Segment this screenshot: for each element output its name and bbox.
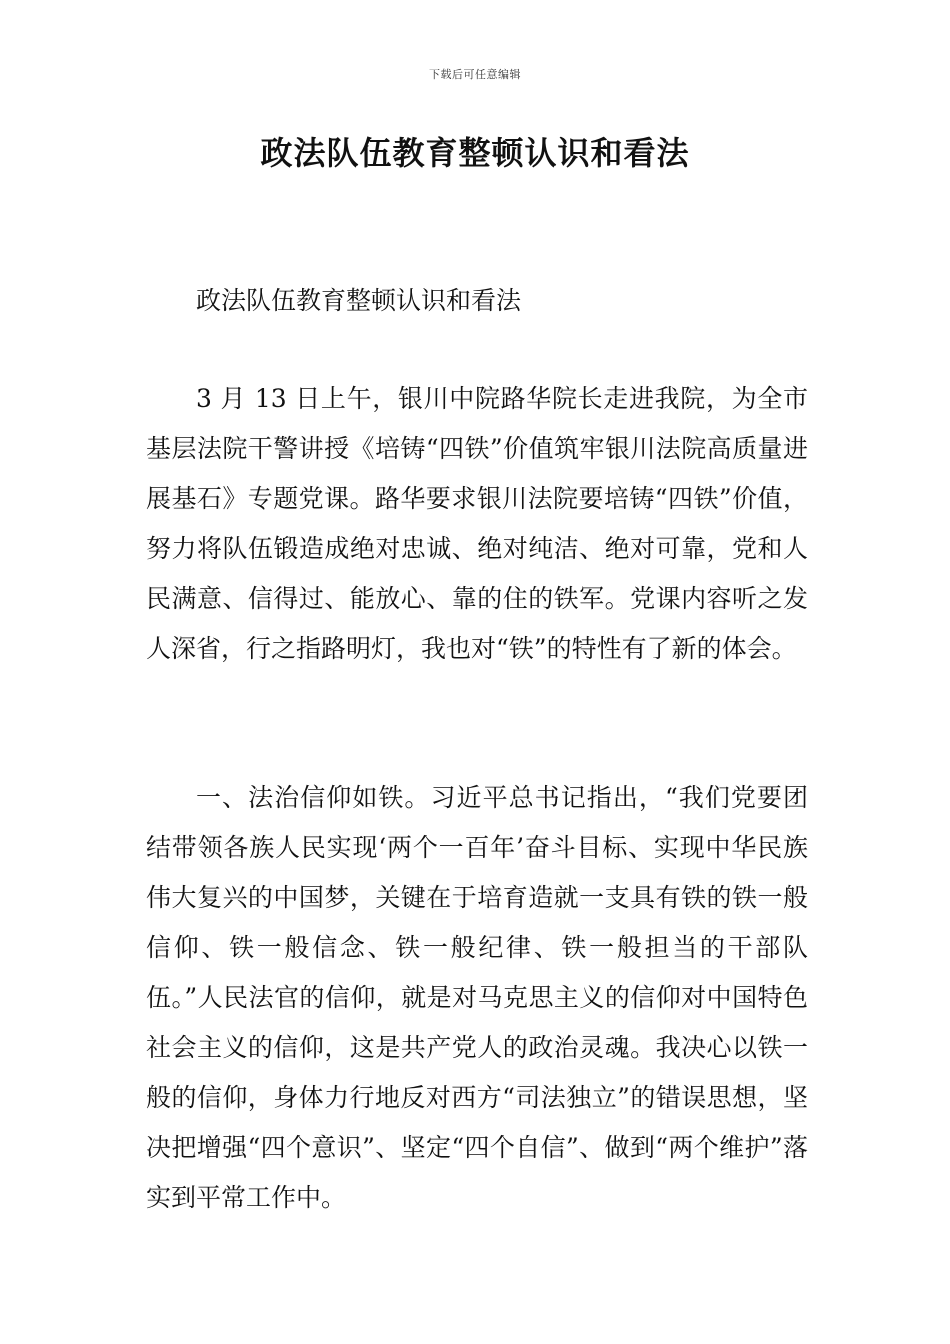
header-note: 下载后可任意编辑 (429, 68, 521, 81)
section-one-paragraph: 一、法治信仰如铁。习近平总书记指出，“我们党要团结带领各族人民实现‘两个一百年’奋斗目标、实现中华民族伟大复兴的中国梦，关键在于培育造就一支具有铁的铁一般信仰、铁一般信念、铁一般纪律、铁一般担当的干部队伍。”人民法官的信仰，就是对马克思主义的信仰对中国特色社会主义的信仰，这是共产党人的政治灵魂。我决心以铁一般的信仰，身体力行地反对西方“司法独立”的错误思想，坚决把增强“四个意识”、坚定“四个自信”、做到“两个维护”落实到平常工作中。 (146, 783, 808, 1212)
intro-paragraph: 3 月 13 日上午，银川中院路华院长走进我院，为全市基层法院干警讲授《培铸“四铁”价值筑牢银川法院高质量进展基石》专题党课。路华要求银川法院要培铸“四铁”价值，努力将队伍锻造成绝对忠诚、绝对纯洁、绝对可靠，党和人民满意、信得过、能放心、靠的住的铁军。党课内容听之发人深省，行之指路明灯，我也对“铁”的特性有了新的体会。 (146, 384, 808, 663)
subtitle-block (146, 276, 808, 326)
section-one-block (146, 773, 808, 1223)
document-title: 政法队伍教育整顿认识和看法 (260, 134, 690, 172)
intro-block (146, 374, 808, 674)
subtitle-paragraph: 政法队伍教育整顿认识和看法 (196, 286, 522, 315)
